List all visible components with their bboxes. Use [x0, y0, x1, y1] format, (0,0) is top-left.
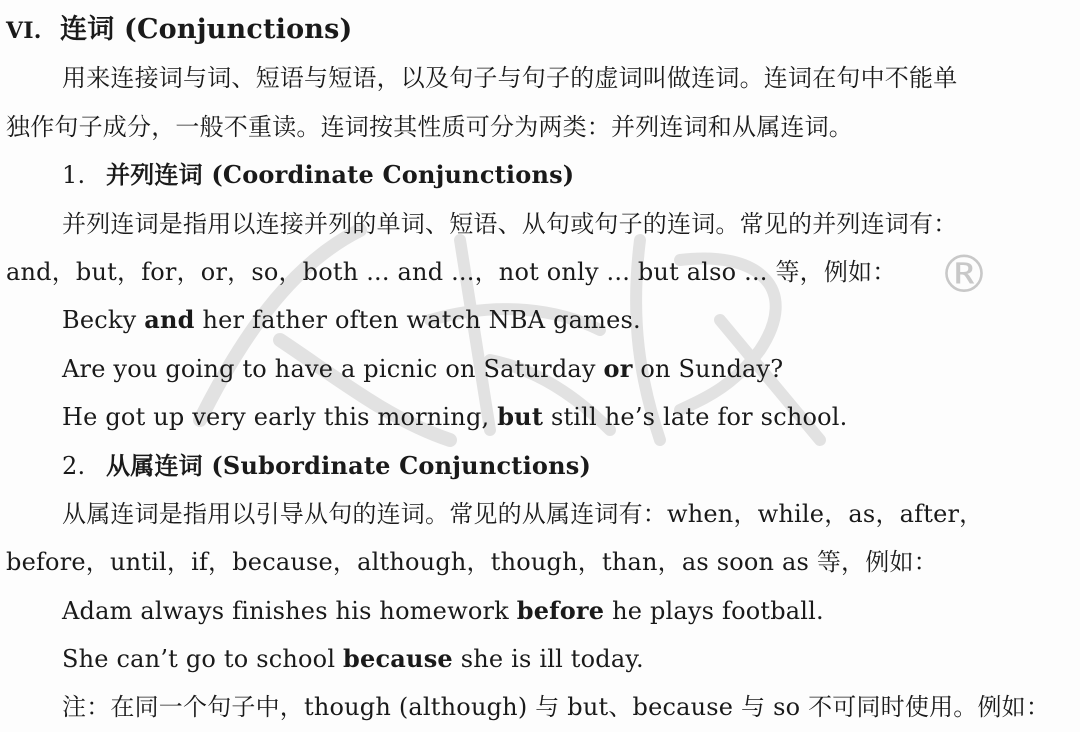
- coordinate-desc-line-2: and，but，for，or，so，both ... and ...，not only ... but also ... 等，例如：: [6, 257, 897, 286]
- subordinate-desc-line-1: 从属连词是指用以引导从句的连词。常见的从属连词有：when，while，as，after，: [62, 499, 984, 528]
- example-text: He got up very early this morning,: [62, 403, 498, 432]
- intro-paragraph-line-1: 用来连接词与词、短语与短语，以及句子与句子的虚词叫做连词。连词在句中不能单: [62, 64, 958, 93]
- example-text: he plays football.: [604, 596, 824, 625]
- example-conjunction: but: [497, 402, 544, 432]
- example-text: her father often watch NBA games.: [194, 306, 641, 335]
- coordinate-heading: [6, 151, 1074, 199]
- example-conjunction: or: [603, 353, 633, 383]
- registered-mark-icon: ®: [938, 245, 990, 305]
- subordinate-title: 从属连词 (Subordinate Conjunctions): [106, 450, 592, 480]
- section-heading: [6, 6, 1074, 54]
- example-conjunction: before: [516, 595, 605, 625]
- coordinate-desc-line-1: 并列连词是指用以连接并列的单词、短语、从句或句子的连词。常见的并列连词有：: [62, 209, 958, 238]
- section-number: VI.: [6, 18, 42, 44]
- section-title: 连词 (Conjunctions): [60, 14, 353, 45]
- example-text: on Sunday?: [632, 354, 784, 383]
- coordinate-number: 1.: [62, 161, 86, 190]
- subordinate-example-1: [6, 587, 1074, 635]
- example-conjunction: because: [343, 644, 453, 674]
- subordinate-heading: [6, 442, 1074, 490]
- subordinate-example-2: [6, 635, 1074, 683]
- example-text: still he’s late for school.: [543, 403, 848, 432]
- example-text: Are you going to have a picnic on Saturday: [62, 354, 604, 383]
- example-text: Adam always finishes his homework: [62, 596, 517, 625]
- subordinate-number: 2.: [62, 451, 86, 480]
- example-text: she is ill today.: [452, 645, 644, 674]
- note-line: 注：在同一个句子中，though (although) 与 but、because 与 so 不可同时使用。例如：: [62, 693, 1051, 722]
- example-text: Becky: [62, 306, 145, 335]
- example-conjunction: and: [144, 305, 195, 335]
- example-text: She can’t go to school: [62, 645, 344, 674]
- coordinate-example-1: [6, 296, 1074, 344]
- intro-paragraph-line-2: 独作句子成分，一般不重读。连词按其性质可分为两类：并列连词和从属连词。: [6, 112, 853, 141]
- subordinate-desc-line-2: before，until，if，because，although，though，than，as soon as 等，例如：: [6, 548, 938, 577]
- coordinate-title: 并列连词 (Coordinate Conjunctions): [106, 160, 575, 190]
- coordinate-example-3: [6, 393, 1074, 441]
- coordinate-example-2: [6, 345, 1074, 393]
